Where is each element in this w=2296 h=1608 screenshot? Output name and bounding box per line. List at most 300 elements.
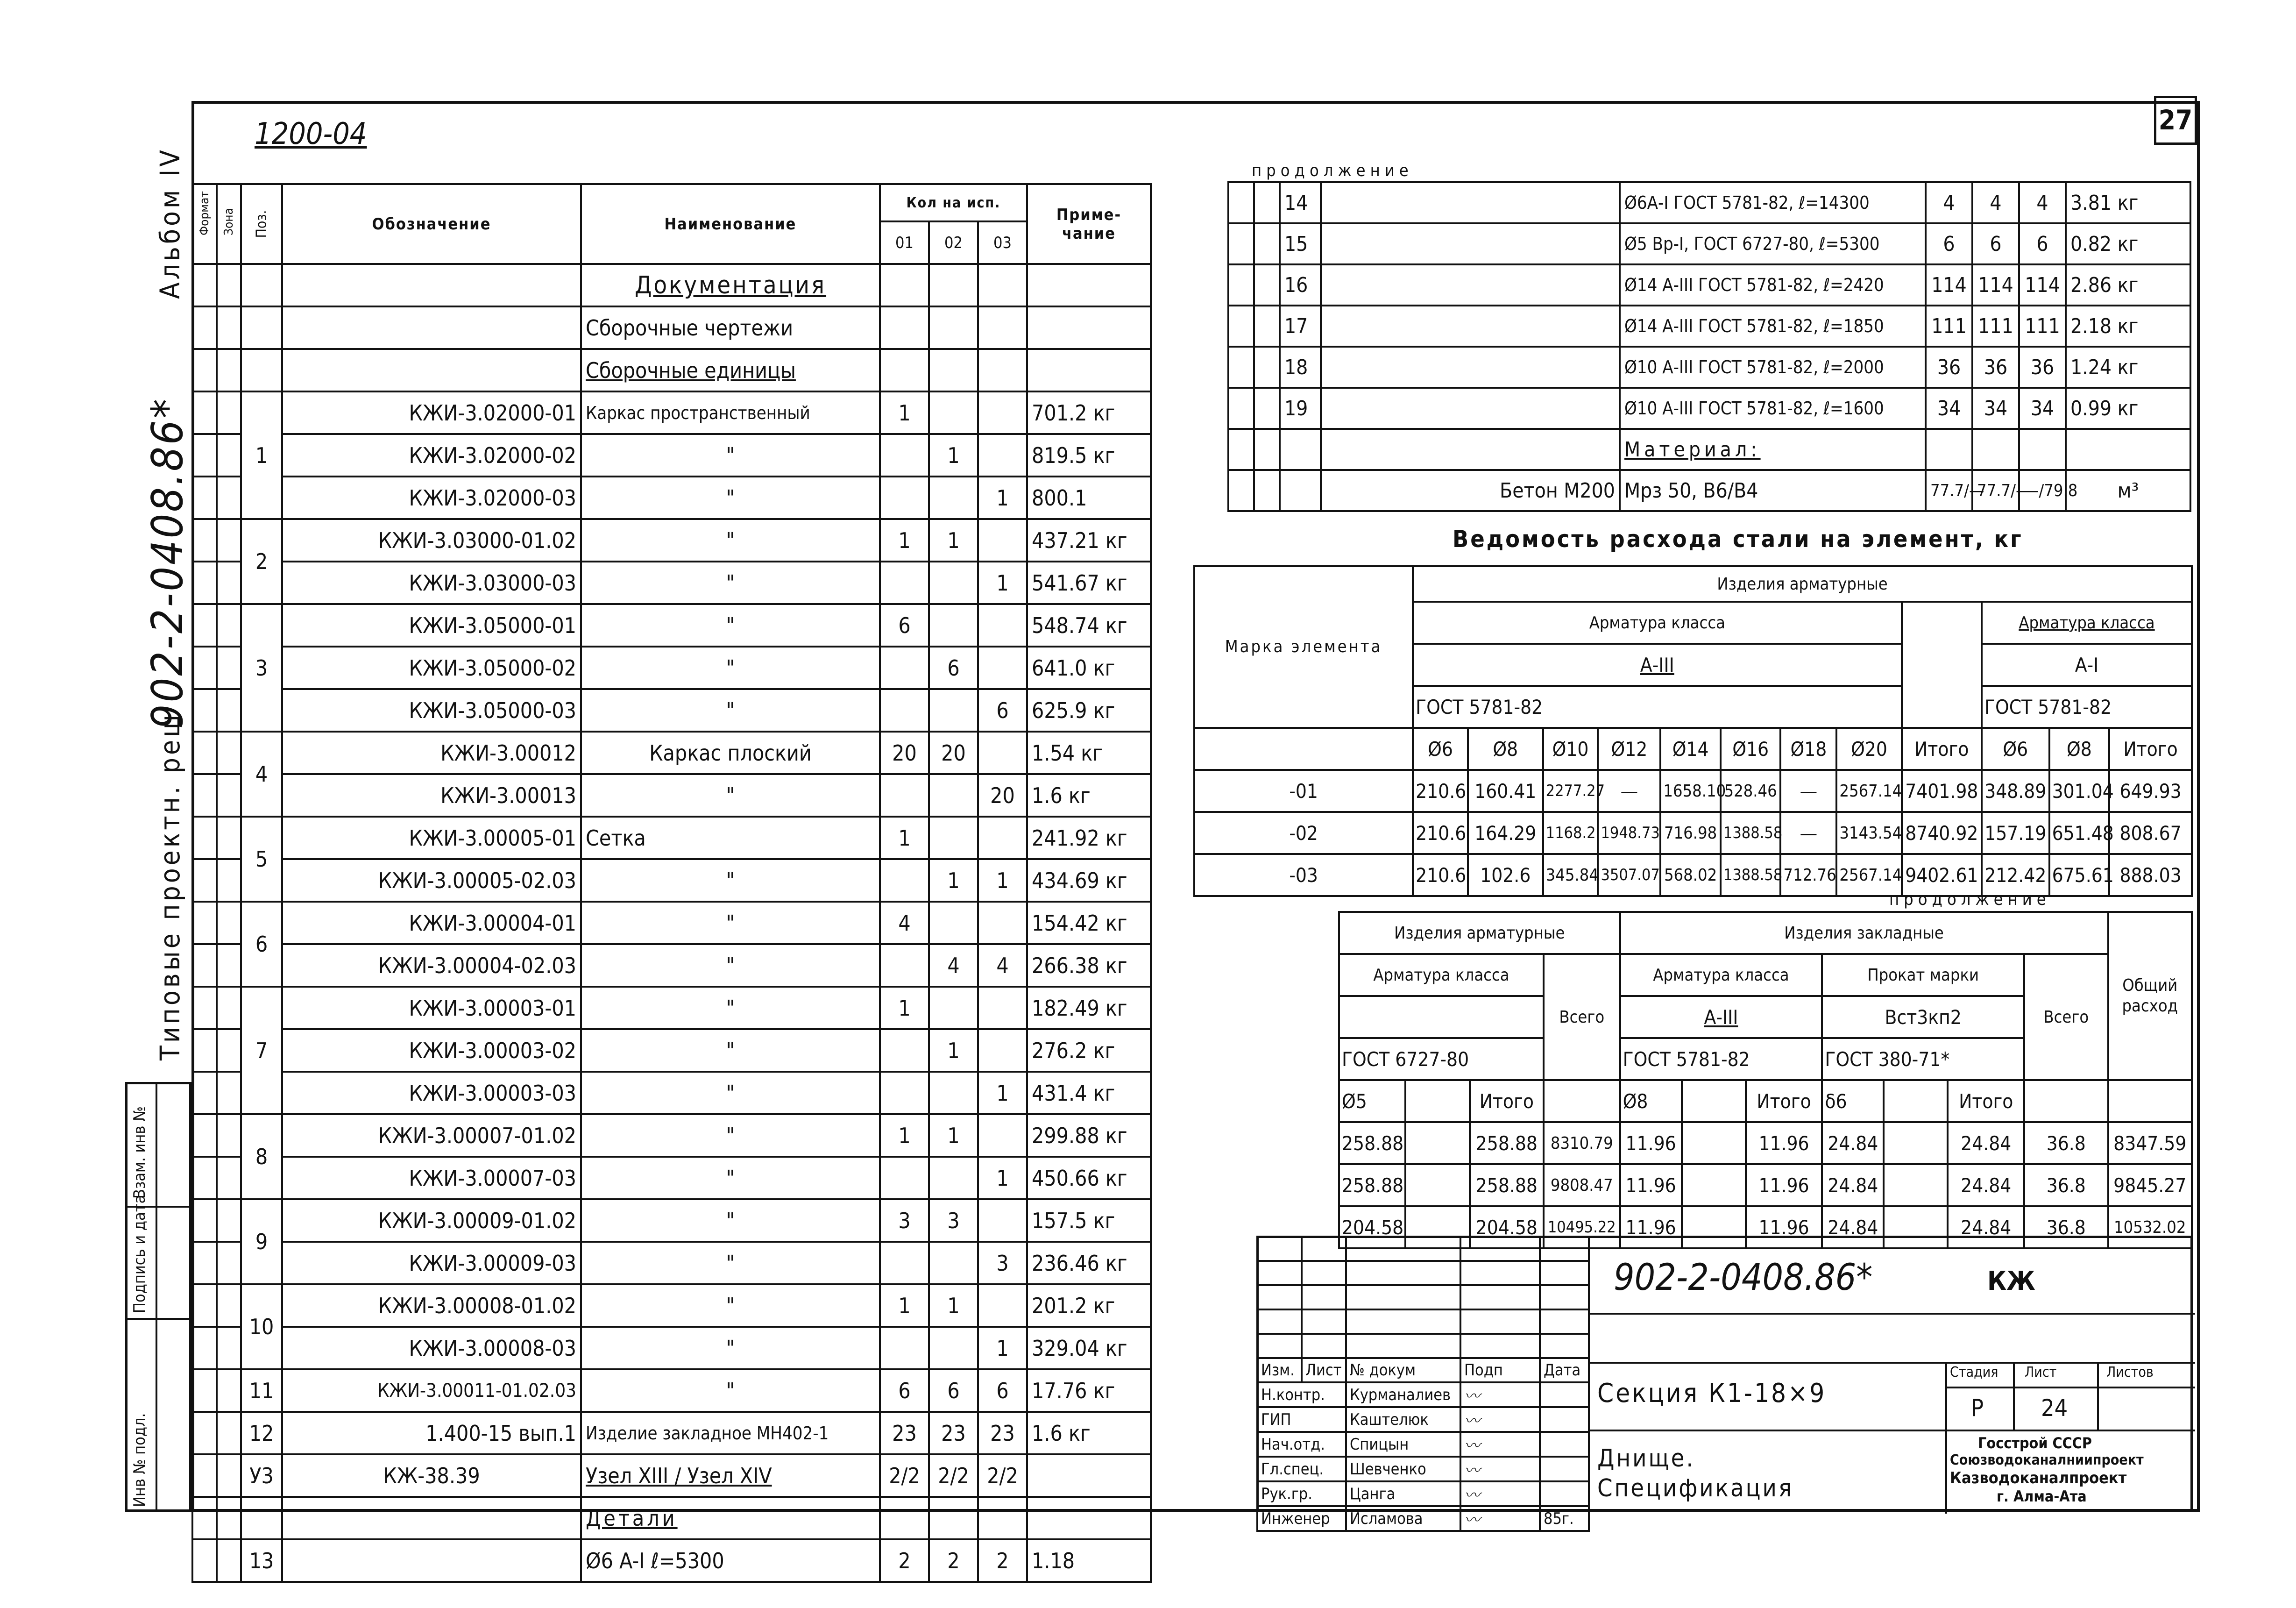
signature: 〰 [1460, 1481, 1540, 1506]
stamp-section: Секция К1-18×9 [1597, 1378, 1827, 1409]
steel2-cell: 11.96 [1746, 1206, 1822, 1248]
section-heading: Документация [581, 264, 880, 306]
person: Курманалиев [1346, 1382, 1460, 1407]
spec-name: " [581, 477, 880, 519]
col-q1: 01 [880, 221, 929, 264]
spec-q3: 1 [978, 1327, 1027, 1369]
spec-name: Изделие закладное МН402-1 [581, 1412, 880, 1454]
steel-cell: 212.42 [1982, 854, 2049, 896]
spec-note: 329.04 кг [1027, 1327, 1151, 1369]
spec-q3: 3 [978, 1242, 1027, 1284]
spec-designation: КЖИ-3.00009-03 [282, 1242, 581, 1284]
spec-row [192, 944, 1151, 987]
cont-q1: 36 [1926, 347, 1972, 388]
spec-pos: 6 [241, 902, 282, 987]
spec-q3 [978, 902, 1027, 944]
diam-header: Ø6 [1413, 728, 1468, 770]
steel-cell: 345.84 [1543, 854, 1598, 896]
cont-name: Ø14 А-III ГОСТ 5781-82, ℓ=2420 [1620, 264, 1926, 306]
spec-q1: 6 [880, 1369, 929, 1412]
concrete-grade: Бетон М200 [1321, 470, 1620, 511]
steel2-cell: 258.88 [1339, 1122, 1405, 1164]
cont-q2: 6 [1972, 223, 2019, 264]
total-all-header: Всего [1544, 954, 1620, 1080]
spec-q1: 2 [880, 1539, 929, 1582]
steel-cell: 716.98 [1660, 812, 1721, 854]
cont-name: Ø5 Вр-I, ГОСТ 6727-80, ℓ=5300 [1620, 223, 1926, 264]
spec-name: Каркас пространственный [581, 391, 880, 434]
album-number: IV [154, 147, 186, 177]
spec-row [192, 1454, 1151, 1497]
spec-designation: КЖИ-3.05000-02 [282, 647, 581, 689]
steel2-cell [1405, 1164, 1469, 1206]
spec-designation: 1.400-15 вып.1 [282, 1412, 581, 1454]
col-zone: Зона [217, 184, 241, 264]
spec-q3 [978, 1114, 1027, 1157]
steel-cell: 9402.61 [1902, 854, 1982, 896]
cont-note: 0.82 кг [2066, 223, 2190, 264]
spec-row [192, 1029, 1151, 1072]
spec-name: " [581, 689, 880, 732]
steel-cell: 808.67 [2109, 812, 2192, 854]
spec-q2: 23 [929, 1412, 978, 1454]
steel-cell: 3143.54 [1836, 812, 1901, 854]
spec-q2: 1 [929, 1284, 978, 1327]
spec-row [192, 391, 1151, 434]
steel2-cell: 36.8 [2024, 1206, 2108, 1248]
spec-note: 701.2 кг [1027, 391, 1151, 434]
cont-q1: 34 [1926, 388, 1972, 429]
steel2-cell: 204.58 [1339, 1206, 1405, 1248]
steel2-cell: 11.96 [1620, 1164, 1682, 1206]
steel-cell: 888.03 [2109, 854, 2192, 896]
spec-pos: 11 [241, 1369, 282, 1412]
gost-5781-header: ГОСТ 5781-82 [1413, 686, 1902, 728]
concrete-params: Мрз 50, В6/В4 [1620, 470, 1926, 511]
spec-designation: КЖИ-3.00012 [282, 732, 581, 774]
diam-header: Ø20 [1836, 728, 1901, 770]
spec-designation: КЖИ-3.05000-03 [282, 689, 581, 732]
steel-cell: 7401.98 [1902, 770, 1982, 812]
spec-q1: 20 [880, 732, 929, 774]
steel2-cell: 11.96 [1746, 1122, 1822, 1164]
spec-q3: 1 [978, 562, 1027, 604]
spec-pos: 7 [241, 987, 282, 1114]
spec-designation: КЖИ-3.00011-01.02.03 [282, 1369, 581, 1412]
steel-cell: 2567.14 [1836, 770, 1901, 812]
cont-q1: 4 [1926, 182, 1972, 223]
sheets-header: Листов [2106, 1364, 2154, 1380]
spec-designation: КЖИ-3.00009-01.02 [282, 1199, 581, 1242]
spec-row [192, 1327, 1151, 1369]
cont-q2: 36 [1972, 347, 2019, 388]
spec-q1 [880, 1242, 929, 1284]
spec-designation: КЖИ-3.00003-02 [282, 1029, 581, 1072]
steel-cell: 210.6 [1413, 854, 1468, 896]
steel-cell: 675.61 [2049, 854, 2110, 896]
steel-cell: 164.29 [1468, 812, 1543, 854]
spec-row [192, 1114, 1151, 1157]
spec-q2 [929, 1157, 978, 1199]
steel-cell: 1388.58 [1721, 812, 1781, 854]
spec-designation: КЖИ-3.03000-01.02 [282, 519, 581, 562]
spec-designation: КЖИ-3.00005-01 [282, 817, 581, 859]
diam-header: Ø8 [1468, 728, 1543, 770]
spec-note: 1.6 кг [1027, 774, 1151, 817]
date: 85г. [1540, 1506, 1589, 1531]
total-header-gap [1902, 602, 1982, 728]
diam-header: Ø8 [2049, 728, 2110, 770]
spec-name: " [581, 1114, 880, 1157]
specification-table [191, 183, 1152, 1583]
spec-name: " [581, 519, 880, 562]
steel2-cell: 9808.47 [1544, 1164, 1620, 1206]
spec-row [192, 264, 1151, 306]
hdr-sign: Подп [1460, 1358, 1540, 1382]
album-label [154, 147, 186, 299]
cont-name: Ø14 А-III ГОСТ 5781-82, ℓ=1850 [1620, 306, 1926, 347]
d6-header: δ6 [1822, 1080, 1884, 1122]
spec-q2: 6 [929, 1369, 978, 1412]
steel-cell: 2567.14 [1836, 854, 1901, 896]
steel2-cell: 10495.22 [1544, 1206, 1620, 1248]
spec-q1: 1 [880, 1114, 929, 1157]
steel-table [1193, 565, 2193, 897]
stage-header: Стадия [1950, 1364, 1998, 1380]
spec-q2: 20 [929, 732, 978, 774]
spec-q1: 4 [880, 902, 929, 944]
cont-pos: 18 [1280, 347, 1321, 388]
spec-q3: 1 [978, 1072, 1027, 1114]
rebar-products-header: Изделия арматурные [1413, 566, 2192, 602]
section-heading: Детали [581, 1497, 880, 1539]
steel-cell: 3507.07 [1598, 854, 1660, 896]
spec-note: 548.74 кг [1027, 604, 1151, 647]
spec-q2: 2/2 [929, 1454, 978, 1497]
spec-q3 [978, 519, 1027, 562]
embedded-header: Изделия закладные [1620, 912, 2108, 954]
spec-q1: 3 [880, 1199, 929, 1242]
spec-note: 434.69 кг [1027, 859, 1151, 902]
spec-q2 [929, 774, 978, 817]
spec-pos: 5 [241, 817, 282, 902]
spec-note: 299.88 кг [1027, 1114, 1151, 1157]
person: Шевченко [1346, 1457, 1460, 1481]
cont-q1: 6 [1926, 223, 1972, 264]
a1-header: А-I [1982, 644, 2192, 686]
rolled-header: Прокат марки [1822, 954, 2024, 996]
cont-row [1228, 306, 2190, 347]
hdr-date: Дата [1540, 1358, 1589, 1382]
spec-q3: 1 [978, 477, 1027, 519]
cont-row [1228, 264, 2190, 306]
signature: 〰 [1460, 1407, 1540, 1432]
spec-row [192, 1199, 1151, 1242]
spec-q2: 1 [929, 434, 978, 477]
stamp-code: 902-2-0408.86* [1614, 1257, 1873, 1299]
col-format: Формат [192, 184, 217, 264]
role: ГИП [1257, 1407, 1346, 1432]
steel-cell: 160.41 [1468, 770, 1543, 812]
spec-row [192, 519, 1151, 562]
steel-mark: -01 [1194, 770, 1413, 812]
spec-note: 541.67 кг [1027, 562, 1151, 604]
spec-q1 [880, 1327, 929, 1369]
steel-cell: 651.48 [2049, 812, 2110, 854]
spec-designation: КЖИ-3.00008-03 [282, 1327, 581, 1369]
steel-cell: 568.02 [1660, 854, 1721, 896]
spec-q3 [978, 1199, 1027, 1242]
steel2-row [1339, 1122, 2192, 1164]
spec-note: 157.5 кг [1027, 1199, 1151, 1242]
blank [1544, 1080, 1620, 1122]
col-q2: 02 [929, 221, 978, 264]
spec-note: 437.21 кг [1027, 519, 1151, 562]
spec-q2: 1 [929, 859, 978, 902]
spec-note: 241.92 кг [1027, 817, 1151, 859]
side-stamp [125, 1082, 191, 1512]
spec-q2: 1 [929, 1029, 978, 1072]
spec-row [192, 1369, 1151, 1412]
spec-name: " [581, 1327, 880, 1369]
cont-note: 2.18 кг [2066, 306, 2190, 347]
cont-q3: 36 [2019, 347, 2066, 388]
steel2-cell: 36.8 [2024, 1122, 2108, 1164]
spec-q3 [978, 434, 1027, 477]
concrete-q2: 77.7/— [1972, 470, 2019, 511]
spec-q3: 2/2 [978, 1454, 1027, 1497]
inv-label: Инв № подл. [130, 1413, 149, 1507]
spec-note: 236.46 кг [1027, 1242, 1151, 1284]
signature: 〰 [1460, 1506, 1540, 1531]
spec-row [192, 689, 1151, 732]
spec-note: 17.76 кг [1027, 1369, 1151, 1412]
mark-header: Марка элемента [1194, 566, 1413, 728]
steel2-cell: 258.88 [1470, 1122, 1544, 1164]
spec-name: Сборочные чертежи [581, 306, 880, 349]
spec-designation: КЖИ-3.05000-01 [282, 604, 581, 647]
steel2-cell: 204.58 [1470, 1206, 1544, 1248]
spec-note: 276.2 кг [1027, 1029, 1151, 1072]
steel2-cell: 36.8 [2024, 1164, 2108, 1206]
steel-title: Ведомость расхода стали на элемент, кг [1453, 526, 2023, 553]
cont-q2: 111 [1972, 306, 2019, 347]
steel-cell: 649.93 [2109, 770, 2192, 812]
steel2-cell: 258.88 [1470, 1164, 1544, 1206]
diam-header: Ø10 [1543, 728, 1598, 770]
spec-pos: 12 [241, 1412, 282, 1454]
spec-note: 625.9 кг [1027, 689, 1151, 732]
spec-row [192, 774, 1151, 817]
spec-note: 431.4 кг [1027, 1072, 1151, 1114]
person: Каштелюк [1346, 1407, 1460, 1432]
org-1: Госстрой СССР [1978, 1434, 2092, 1452]
org-3: Казводоканалпроект [1950, 1469, 2127, 1487]
steel-cell: 8740.92 [1902, 812, 1982, 854]
spec-name: Каркас плоский [581, 732, 880, 774]
cont-row [1228, 388, 2190, 429]
total-header: Итого [1902, 728, 1982, 770]
cont-pos: 19 [1280, 388, 1321, 429]
col-name: Наименование [581, 184, 880, 264]
steel2-cell [1682, 1164, 1746, 1206]
spec-designation: КЖИ-3.00005-02.03 [282, 859, 581, 902]
cont-pos: 15 [1280, 223, 1321, 264]
spec-q3 [978, 647, 1027, 689]
stamp-mark: КЖ [1987, 1266, 2035, 1296]
concrete-unit: м³ [2066, 470, 2190, 511]
empty-class [1339, 996, 1544, 1038]
spec-q3: 2 [978, 1539, 1027, 1582]
spec-designation: КЖИ-3.00003-03 [282, 1072, 581, 1114]
person: Цанга [1346, 1481, 1460, 1506]
cont-q2: 114 [1972, 264, 2019, 306]
spec-name: " [581, 647, 880, 689]
spec-note: 450.66 кг [1027, 1157, 1151, 1199]
spec-designation: КЖ-38.39 [282, 1454, 581, 1497]
spec-row [192, 902, 1151, 944]
spec-q2 [929, 689, 978, 732]
stamp-signatures [1256, 1236, 1590, 1532]
spec-q1 [880, 1029, 929, 1072]
steel-cell: 210.6 [1413, 770, 1468, 812]
vst-header: Вст3кп2 [1822, 996, 2024, 1038]
spec-pos: У3 [241, 1454, 282, 1497]
spec-name: " [581, 1029, 880, 1072]
spec-name: " [581, 859, 880, 902]
spec-designation: КЖИ-3.02000-02 [282, 434, 581, 477]
diam-header: Ø14 [1660, 728, 1721, 770]
spec-designation: КЖИ-3.03000-03 [282, 562, 581, 604]
blank [1884, 1080, 1948, 1122]
cont-note: 2.86 кг [2066, 264, 2190, 306]
total-header: Итого [2109, 728, 2192, 770]
spec-designation: КЖИ-3.00007-01.02 [282, 1114, 581, 1157]
spec-name: Сборочные единицы [581, 349, 880, 391]
spec-q2 [929, 902, 978, 944]
cont-pos: 17 [1280, 306, 1321, 347]
spec-q3: 1 [978, 1157, 1027, 1199]
spec-name: Сетка [581, 817, 880, 859]
rebar-class-header-3: Арматура класса [1620, 954, 1822, 996]
spec-q1: 23 [880, 1412, 929, 1454]
spec-q2 [929, 1242, 978, 1284]
spec-designation: КЖИ-3.00004-01 [282, 902, 581, 944]
spec-q1 [880, 434, 929, 477]
spec-pos: 13 [241, 1539, 282, 1582]
steel-cell: 712.76 [1780, 854, 1836, 896]
cont-note: 0.99 кг [2066, 388, 2190, 429]
signature: 〰 [1460, 1457, 1540, 1481]
cont-q1: 111 [1926, 306, 1972, 347]
spec-designation: КЖИ-3.00007-03 [282, 1157, 581, 1199]
spec-q3 [978, 732, 1027, 774]
spec-note: 1.6 кг [1027, 1412, 1151, 1454]
continuation-label: продолжение [1252, 161, 1413, 180]
spec-q2 [929, 604, 978, 647]
spec-q1 [880, 774, 929, 817]
col-designation: Обозначение [282, 184, 581, 264]
spec-name: " [581, 1369, 880, 1412]
steel2-cell: 258.88 [1339, 1164, 1405, 1206]
replaced-inv-label: Взам. инв № [130, 1106, 149, 1199]
role: Инженер [1257, 1506, 1346, 1531]
spec-q3 [978, 987, 1027, 1029]
spec-row [192, 859, 1151, 902]
spec-pos: 2 [241, 519, 282, 604]
spec-q1: 1 [880, 817, 929, 859]
spec-row [192, 1072, 1151, 1114]
spec-q2 [929, 391, 978, 434]
role: Рук.гр. [1257, 1481, 1346, 1506]
album-text: Альбом [154, 187, 186, 299]
role: Гл.спец. [1257, 1457, 1346, 1481]
steel2-cell: 8347.59 [2108, 1122, 2192, 1164]
spec-q3: 6 [978, 1369, 1027, 1412]
diam-header: Ø16 [1721, 728, 1781, 770]
steel-cell: 157.19 [1982, 812, 2049, 854]
spec-q1: 2/2 [880, 1454, 929, 1497]
spec-row [192, 349, 1151, 391]
cont-q3: 114 [2019, 264, 2066, 306]
diam-header: Ø18 [1780, 728, 1836, 770]
cont-q3: 6 [2019, 223, 2066, 264]
project-code-vertical: 902-2-0408.86* [142, 397, 192, 729]
spec-designation: КЖИ-3.00003-01 [282, 987, 581, 1029]
steel-row [1194, 812, 2192, 854]
steel-mark: -02 [1194, 812, 1413, 854]
diam-header: Ø6 [1982, 728, 2049, 770]
concrete-q3: —/79.8 [2019, 470, 2066, 511]
steel-cell: — [1780, 812, 1836, 854]
cont-name: Ø10 А-III ГОСТ 5781-82, ℓ=1600 [1620, 388, 1926, 429]
spec-name: " [581, 434, 880, 477]
spec-note: 819.5 кг [1027, 434, 1151, 477]
person: Исламова [1346, 1506, 1460, 1531]
spec-q1: 1 [880, 391, 929, 434]
spec-designation: КЖИ-3.02000-01 [282, 391, 581, 434]
steel2-cell: 11.96 [1620, 1206, 1682, 1248]
spec-name: " [581, 1199, 880, 1242]
cont-row [1228, 347, 2190, 388]
cont-q3: 4 [2019, 182, 2066, 223]
spec-note: 1.54 кг [1027, 732, 1151, 774]
spec-q2: 1 [929, 1114, 978, 1157]
role: Нач.отд. [1257, 1432, 1346, 1457]
steel2-cell [1682, 1122, 1746, 1164]
concrete-q1: 77.7/— [1926, 470, 1972, 511]
blank [2108, 1080, 2192, 1122]
spec-designation: КЖИ-3.00013 [282, 774, 581, 817]
signature: 〰 [1460, 1382, 1540, 1407]
steel-cell: — [1780, 770, 1836, 812]
spec-note [1027, 1454, 1151, 1497]
steel-cell: 348.89 [1982, 770, 2049, 812]
steel2-cell [1884, 1164, 1948, 1206]
spec-name: " [581, 1284, 880, 1327]
steel2-cell: 9845.27 [2108, 1164, 2192, 1206]
spec-q3: 6 [978, 689, 1027, 732]
steel-row [1194, 770, 2192, 812]
rebar-class-header: Арматура класса [1339, 954, 1544, 996]
person: Спицын [1346, 1432, 1460, 1457]
steel2-row [1339, 1164, 2192, 1206]
spec-name: " [581, 604, 880, 647]
cont-q2: 34 [1972, 388, 2019, 429]
spec-q3 [978, 1284, 1027, 1327]
total-all-header-2: Всего [2024, 954, 2108, 1080]
cont-q2: 4 [1972, 182, 2019, 223]
